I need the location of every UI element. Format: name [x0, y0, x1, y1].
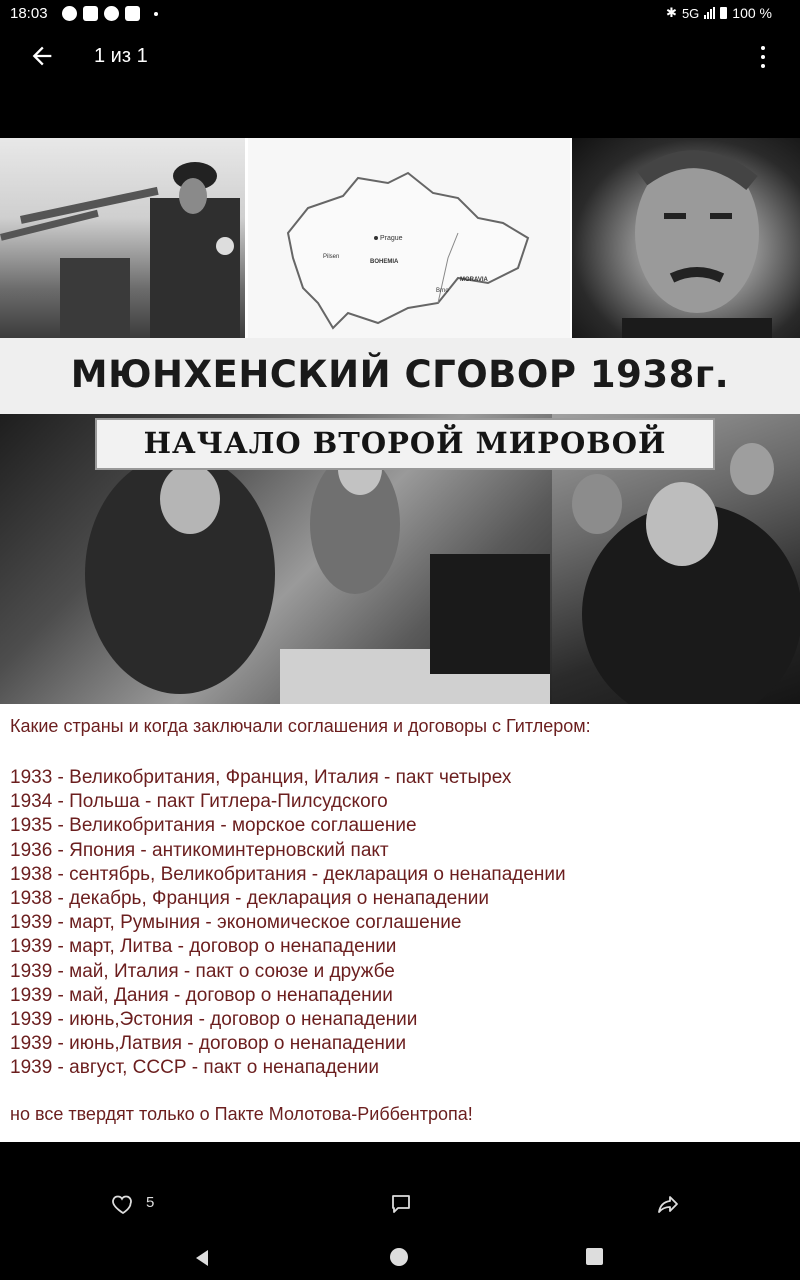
status-bar	[0, 0, 800, 30]
map-label-bohemia: BOHEMIA	[370, 259, 399, 265]
heart-icon[interactable]	[110, 1192, 136, 1216]
like-count: 5	[146, 1194, 155, 1211]
photo-portrait	[572, 138, 800, 338]
pinterest-icon	[104, 6, 119, 21]
list-item: 1939 - июнь,Латвия - договор о ненападении	[10, 1033, 407, 1055]
photo-salute	[0, 138, 245, 338]
poster-image	[0, 138, 800, 1142]
list-item: 1939 - март, Литва - договор о ненападении	[10, 936, 397, 958]
list-item: 1936 - Япония - антикоминтерновский пакт	[10, 839, 389, 861]
list-item: 1939 - август, СССР - пакт о ненападении	[10, 1057, 379, 1079]
system-nav-bar	[0, 1236, 800, 1280]
list-item: 1939 - март, Румыния - экономическое соглашение	[10, 912, 462, 934]
bluetooth-icon: ✱	[666, 5, 677, 20]
signal-icon	[704, 7, 715, 19]
list-item: 1935 - Великобритания - морское соглашение	[10, 815, 417, 837]
map-label-moravia: MORAVIA	[460, 277, 488, 283]
back-arrow-icon[interactable]	[28, 42, 56, 70]
headline: МЮНХЕНСКИЙ СГОВОР 1938г.	[70, 353, 730, 396]
outro-text: но все твердят только о Пакте Молотова-Риббентропа!	[10, 1104, 473, 1124]
more-notifications-icon	[154, 12, 158, 16]
map-czechoslovakia	[248, 138, 570, 338]
status-time: 18:03	[10, 5, 48, 22]
more-options-icon[interactable]	[755, 44, 771, 70]
nav-recents-icon[interactable]	[586, 1248, 603, 1265]
map-label-brno: Brno	[436, 288, 449, 294]
battery-icon	[720, 7, 727, 19]
list-item: 1939 - май, Италия - пакт о союзе и дружбе	[10, 960, 395, 982]
agreements-list	[10, 766, 566, 1081]
intro-text: Какие страны и когда заключали соглашения и договоры с Гитлером:	[10, 716, 591, 736]
poster-text	[0, 704, 800, 1142]
subheadline: НАЧАЛО ВТОРОЙ МИРОВОЙ	[143, 426, 667, 460]
map-label-pilsen: Pilsen	[323, 254, 340, 260]
news-icon	[83, 6, 98, 21]
share-icon[interactable]	[655, 1192, 681, 1216]
page-title: 1 из 1	[94, 45, 148, 67]
map-label-prague: Prague	[380, 235, 403, 242]
battery-level: 100 %	[732, 5, 772, 21]
list-item: 1939 - май, Дания - договор о ненападении	[10, 984, 393, 1006]
notification-icons	[62, 6, 158, 21]
nav-back-icon[interactable]	[192, 1248, 212, 1268]
vk-icon	[125, 6, 140, 21]
whatsapp-icon	[62, 6, 77, 21]
list-item: 1939 - июнь,Эстония - договор о ненападении	[10, 1009, 418, 1031]
nav-home-icon[interactable]	[390, 1248, 408, 1266]
comment-icon[interactable]	[389, 1192, 413, 1216]
list-item: 1938 - декабрь, Франция - декларация о ненападении	[10, 888, 489, 910]
list-item: 1933 - Великобритания, Франция, Италия - пакт четырех	[10, 767, 512, 788]
list-item: 1938 - сентябрь, Великобритания - декларация о ненападении	[10, 863, 566, 885]
network-type: 5G	[681, 5, 700, 21]
list-item: 1934 - Польша - пакт Гитлера-Пилсудского	[10, 791, 388, 813]
top-bar	[0, 30, 800, 86]
system-icons	[666, 5, 772, 21]
action-bar	[0, 1182, 800, 1226]
